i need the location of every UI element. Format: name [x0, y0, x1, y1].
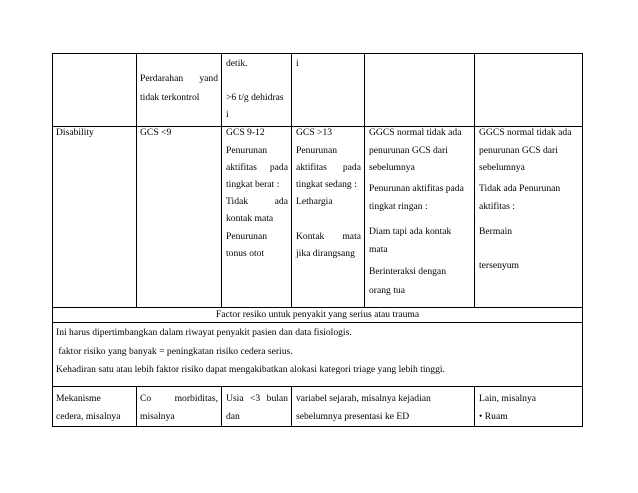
cell-text: tingkat berat :: [226, 179, 280, 190]
row-label: Disability: [56, 127, 94, 138]
row-divider: [52, 322, 583, 323]
cell-text: sebelumnya: [369, 162, 415, 173]
cell-word: Perdarahan: [140, 73, 184, 84]
cell-text: dan: [226, 411, 240, 422]
cell-text: sebelumnya presentasi ke ED: [296, 411, 410, 422]
cell-word: bulan: [266, 393, 288, 404]
cell-text: tingkat sedang :: [296, 179, 357, 190]
cell-word: Co: [140, 393, 152, 404]
cell-text: kontak mata: [226, 213, 274, 224]
column-divider: [136, 53, 137, 307]
cell-text: aktifitas :: [479, 201, 515, 212]
cell-text: misalnya: [140, 411, 175, 422]
cell-word: yand: [199, 73, 218, 84]
table-bottom-border: [52, 426, 583, 427]
cell-text: [226, 393, 288, 405]
column-divider: [291, 386, 292, 426]
cell-text: GCS <9: [140, 127, 172, 138]
cell-word: <3: [250, 393, 261, 404]
cell-text: Lethargia: [296, 196, 333, 207]
cell-text: tingkat ringan :: [369, 201, 428, 212]
cell-text: [226, 196, 288, 208]
cell-word: ada: [274, 196, 288, 207]
table-left-border: [52, 53, 53, 427]
cell-text: tonus otot: [226, 248, 265, 259]
cell-text: Mekanisme: [56, 393, 101, 404]
cell-word: aktifitas: [226, 162, 257, 173]
cell-text: >6 t/g dehidras: [226, 92, 284, 103]
cell-text: i: [296, 58, 299, 69]
column-divider: [364, 53, 365, 307]
cell-text: penurunan GCS dari: [369, 145, 448, 156]
column-divider: [291, 53, 292, 307]
cell-text: i: [226, 109, 229, 120]
cell-text: jika dirangsang: [296, 248, 355, 259]
cell-text: [140, 393, 218, 405]
cell-text: mata: [369, 244, 388, 255]
table-top-border: [52, 53, 583, 54]
cell-text: Diam tapi ada kontak: [369, 226, 452, 237]
table-right-border: [582, 53, 583, 427]
paragraph-line: Ini harus dipertimbangkan dalam riwayat penyakit pasien dan data fisiologis.: [56, 327, 352, 338]
cell-text: penurunan GCS dari: [479, 145, 558, 156]
cell-text: [226, 162, 288, 174]
cell-text: Berinteraksi dengan: [369, 266, 446, 277]
cell-text: Bermain: [479, 226, 513, 237]
column-divider: [221, 53, 222, 307]
section-heading: Factor resiko untuk penyakit yang serius atau trauma: [215, 309, 420, 320]
cell-word: pada: [342, 162, 361, 173]
column-divider: [474, 53, 475, 307]
cell-word: Usia: [226, 393, 244, 404]
cell-word: Tidak: [226, 196, 249, 207]
cell-text: GGCS normal tidak ada: [369, 127, 462, 138]
cell-text: Penurunan: [296, 145, 338, 156]
cell-word: morbiditas,: [174, 393, 218, 404]
cell-text: • Ruam: [479, 411, 508, 422]
cell-text: tersenyum: [479, 260, 519, 271]
cell-word: Kontak: [296, 231, 325, 242]
cell-word: pada: [269, 162, 288, 173]
cell-text: cedera, misalnya: [56, 411, 121, 422]
cell-word: mata: [342, 231, 361, 242]
cell-text: sebelumnya: [479, 162, 525, 173]
cell-text: Lain, misalnya: [479, 393, 537, 404]
cell-text: variabel sejarah, misalnya kejadian: [296, 393, 431, 404]
column-divider: [221, 386, 222, 426]
cell-text: GCS 9-12: [226, 127, 265, 138]
cell-text: detik.: [226, 58, 248, 69]
cell-text: GCS >13: [296, 127, 333, 138]
cell-text: Tidak ada Penurunan: [479, 183, 561, 194]
row-divider: [52, 307, 583, 308]
paragraph-line: faktor risiko yang banyak = peningkatan risiko cedera serius.: [56, 346, 293, 357]
cell-text: Penurunan: [226, 231, 268, 242]
cell-text: Penurunan aktifitas pada: [369, 183, 464, 194]
row-divider: [52, 386, 583, 387]
column-divider: [136, 386, 137, 426]
column-divider: [474, 386, 475, 426]
cell-text: orang tua: [369, 285, 405, 296]
cell-text: Penurunan: [226, 145, 268, 156]
cell-text: tidak terkontrol: [140, 92, 200, 103]
cell-text: [296, 231, 361, 243]
cell-text: [140, 73, 218, 85]
cell-word: aktifitas: [296, 162, 327, 173]
cell-text: GGCS normal tidak ada: [479, 127, 572, 138]
paragraph-line: Kehadiran satu atau lebih faktor risiko dapat mengakibatkan alokasi kategori triage yang lebih tinggi.: [56, 364, 445, 375]
cell-text: [296, 162, 361, 174]
